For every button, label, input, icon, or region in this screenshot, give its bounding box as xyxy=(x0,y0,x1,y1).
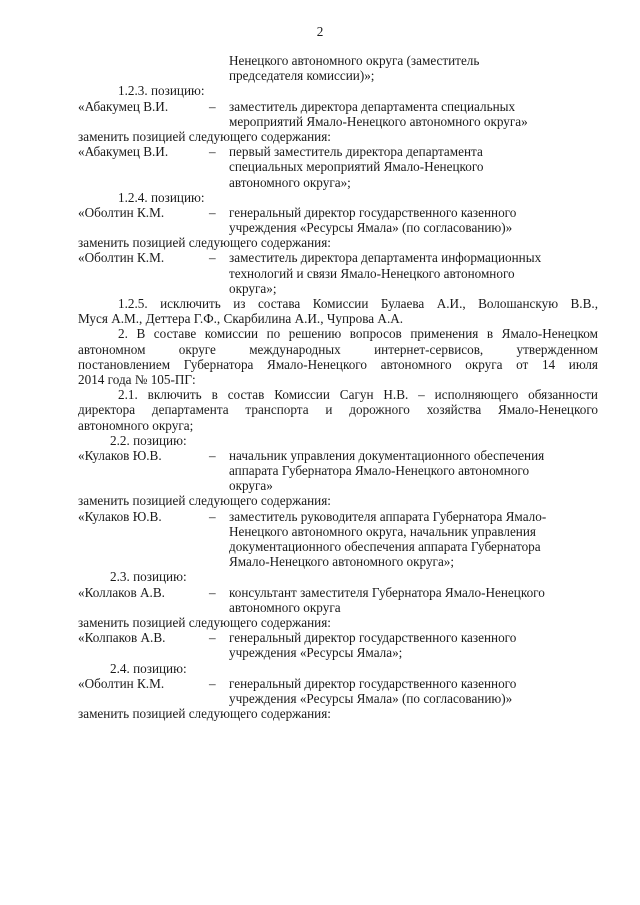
position-line: автономного округа»; xyxy=(229,174,351,190)
person-position xyxy=(229,205,598,235)
paragraph-first-line: 1.2.5. исключить из состава Комиссии Булаева А.И., Волошанскую В.В., xyxy=(118,296,598,311)
position-line: специальных мероприятий Ямало-Ненецкого xyxy=(229,159,484,175)
person-position xyxy=(229,144,598,190)
paragraph-line: постановлением Губернатора Ямало-Ненецкого автономного округа от 14 июля xyxy=(78,356,598,372)
clause-heading: 2.3. позицию: xyxy=(110,569,187,585)
clause-heading: 2.2. позицию: xyxy=(110,432,187,448)
person-name: «Кулаков Ю.В. xyxy=(78,447,162,463)
position-line: аппарата Губернатора Ямало-Ненецкого автономного xyxy=(229,463,530,479)
paragraph-first-line: 2.1. включить в состав Комиссии Сагун Н.В. – исполняющего обязанности xyxy=(118,387,598,403)
position-line: генеральный директор государственного казенного xyxy=(229,204,517,220)
clause-heading: 1.2.3. позицию: xyxy=(118,83,205,99)
entry-dash: – xyxy=(209,447,216,463)
person-entry xyxy=(78,448,598,494)
clause-heading: 2.4. позицию: xyxy=(110,660,187,676)
text-line: председателя комиссии)»; xyxy=(229,68,375,84)
paragraph xyxy=(78,387,598,433)
continuation-text xyxy=(78,53,598,83)
replace-instruction: заменить позицией следующего содержания: xyxy=(78,235,331,251)
paragraph xyxy=(78,326,598,387)
person-position xyxy=(229,250,598,296)
person-name: «Кулаков Ю.В. xyxy=(78,508,162,524)
person-position xyxy=(229,676,598,706)
person-entry xyxy=(78,630,598,660)
position-line: консультант заместителя Губернатора Ямало-Ненецкого xyxy=(229,584,545,600)
person-entry xyxy=(78,144,598,190)
position-line: Ямало-Ненецкого автономного округа»; xyxy=(229,554,455,570)
person-position xyxy=(229,99,598,129)
person-entry xyxy=(78,250,598,296)
entry-dash: – xyxy=(209,508,216,524)
position-line: округа»; xyxy=(229,280,277,296)
replace-instruction: заменить позицией следующего содержания: xyxy=(78,128,331,144)
position-line: начальник управления документационного обеспечения xyxy=(229,447,545,463)
entry-dash: – xyxy=(209,675,216,691)
entry-dash: – xyxy=(209,250,216,266)
position-line: Ненецкого автономного округа, начальник управления xyxy=(229,523,536,539)
person-name: «Оболтин К.М. xyxy=(78,250,165,266)
page-number: 2 xyxy=(316,24,324,39)
replace-instruction: заменить позицией следующего содержания: xyxy=(78,493,331,509)
position-line: учреждения «Ресурсы Ямала» (по согласованию)» xyxy=(229,690,513,706)
person-name: «Оболтин К.М. xyxy=(78,675,165,691)
person-position xyxy=(229,630,598,660)
paragraph-line: автономного округа; xyxy=(78,417,194,433)
entry-dash: – xyxy=(209,204,216,220)
person-name: «Колпаков А.В. xyxy=(78,630,166,646)
position-line: первый заместитель директора департамента xyxy=(229,144,483,160)
position-line: генеральный директор государственного казенного xyxy=(229,630,517,646)
position-line: документационного обеспечения аппарата Губернатора xyxy=(229,539,541,554)
paragraph-line: автономном округе международных интернет-сервисов, утвержденном xyxy=(78,341,598,357)
paragraph-line: директора департамента транспорта и дорожного хозяйства Ямало-Ненецкого xyxy=(78,402,598,418)
person-entry xyxy=(78,509,598,570)
position-line: мероприятий Ямало-Ненецкого автономного округа» xyxy=(229,113,528,129)
position-line: заместитель директора департамента информационных xyxy=(229,250,542,266)
document-body xyxy=(78,53,598,721)
entry-dash: – xyxy=(209,98,216,114)
person-entry xyxy=(78,205,598,235)
position-line: учреждения «Ресурсы Ямала» (по согласованию)» xyxy=(229,220,513,236)
person-entry xyxy=(78,585,598,615)
person-name: «Коллаков А.В. xyxy=(78,584,165,600)
position-line: заместитель директора департамента специальных xyxy=(229,98,516,114)
entry-dash: – xyxy=(209,584,216,600)
person-position xyxy=(229,509,598,570)
person-entry xyxy=(78,99,598,129)
person-position xyxy=(229,448,598,494)
paragraph-line: 2014 года № 105-ПГ: xyxy=(78,371,196,387)
replace-instruction: заменить позицией следующего содержания: xyxy=(78,614,331,630)
position-line: заместитель руководителя аппарата Губернатора Ямало- xyxy=(229,508,547,524)
replace-instruction: заменить позицией следующего содержания: xyxy=(78,706,331,722)
person-name: «Абакумец В.И. xyxy=(78,144,169,160)
position-line: округа» xyxy=(229,478,273,494)
position-line: генеральный директор государственного казенного xyxy=(229,675,517,691)
person-entry xyxy=(78,676,598,706)
entry-dash: – xyxy=(209,630,216,646)
entry-dash: – xyxy=(209,144,216,160)
person-position xyxy=(229,585,598,615)
paragraph-line: Муся А.М., Деттера Г.Ф., Скарбилина А.И., Чупрова А.А. xyxy=(78,311,404,327)
position-line: учреждения «Ресурсы Ямала»; xyxy=(229,645,403,661)
person-name: «Абакумец В.И. xyxy=(78,98,169,114)
position-line: автономного округа xyxy=(229,599,341,615)
position-line: технологий и связи Ямало-Ненецкого автономного xyxy=(229,265,515,281)
clause-heading: 1.2.4. позицию: xyxy=(118,189,205,205)
text-line: Ненецкого автономного округа (заместитель xyxy=(229,53,480,68)
paragraph-first-line: 2. В составе комиссии по решению вопросов применения в Ямало-Ненецком xyxy=(118,326,598,342)
person-name: «Оболтин К.М. xyxy=(78,204,165,220)
paragraph xyxy=(78,296,598,326)
